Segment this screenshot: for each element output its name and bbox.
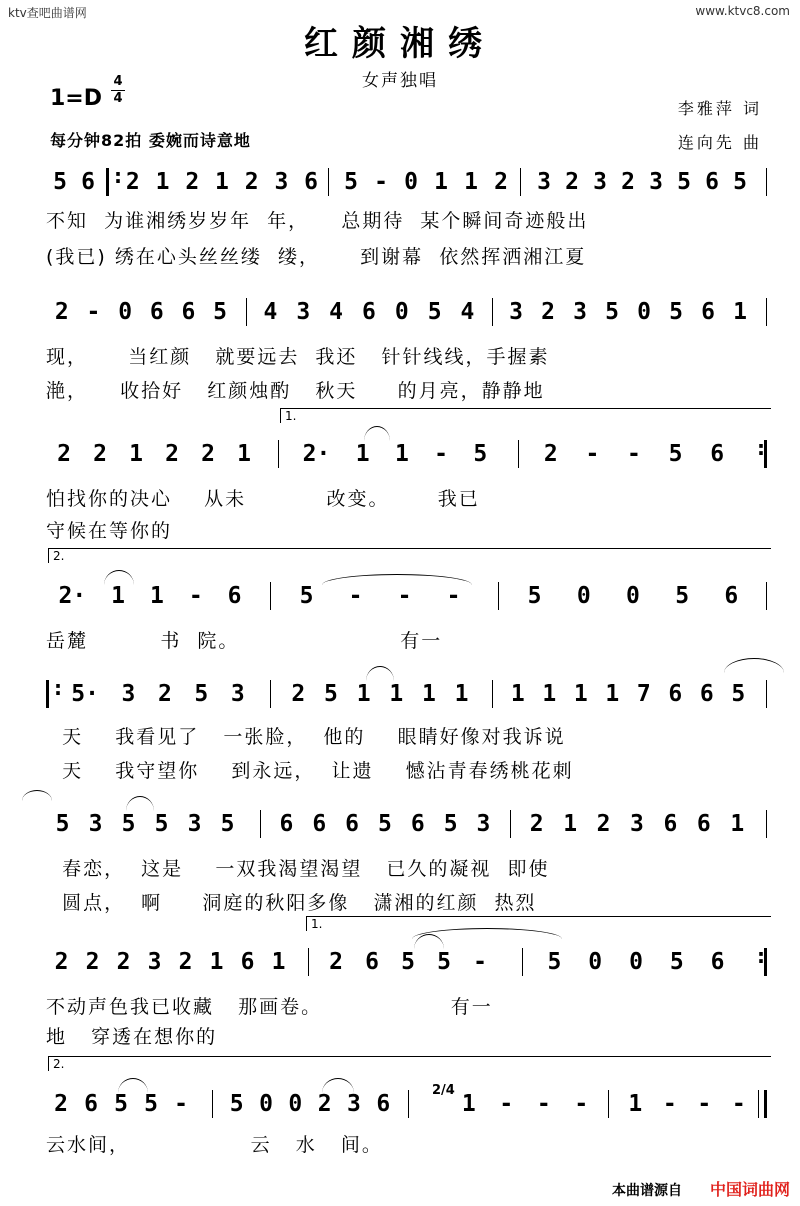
note: 1 [111, 583, 126, 609]
repeat-start-barline [106, 168, 109, 196]
note: 5 [213, 299, 228, 325]
note: 3 [630, 811, 644, 837]
note: 0 [637, 299, 651, 325]
note: 2 [178, 949, 193, 975]
note: 2 [244, 169, 259, 195]
note: 6 [181, 299, 196, 325]
note: 6 [345, 811, 360, 837]
note: 1 [149, 583, 164, 609]
lyric-line: 现， 当红颜 就要远去 我还 针针线线，手握素 [46, 346, 550, 368]
score-row-5 [46, 678, 770, 710]
note: 1 [461, 1091, 476, 1117]
note: 2 [543, 441, 558, 467]
note: 2 [317, 1091, 332, 1117]
note: 6 [304, 169, 318, 195]
note: 6 [84, 1091, 98, 1117]
note: 5 [473, 441, 488, 467]
repeat-start-barline [46, 680, 49, 708]
note: 5 [344, 169, 358, 195]
note: 5 [55, 811, 70, 837]
note: 5 [154, 811, 169, 837]
note: 5 [144, 1091, 158, 1117]
note: 6 [365, 949, 379, 975]
tie-slur [724, 658, 784, 673]
note: 1 [356, 681, 371, 707]
note: 1 [155, 169, 170, 195]
final-barline [764, 1090, 767, 1118]
score-row-1 [46, 166, 770, 198]
lyric-line: 圆点， 啊 洞庭的秋阳多像 潇湘的红颜 热烈 [46, 892, 537, 914]
measure [510, 580, 756, 612]
note: 3 [230, 681, 245, 707]
time-signature-top: 4 [113, 74, 123, 89]
note: 6 [696, 811, 711, 837]
sustain-dash: - [174, 1091, 188, 1117]
barline [498, 582, 499, 610]
sustain-dash: - [397, 583, 412, 609]
measure [290, 438, 500, 470]
note: 3 [573, 299, 587, 325]
note: 0 [629, 949, 643, 975]
note: 4 [263, 299, 278, 325]
time-signature [110, 74, 126, 107]
sustain-dash: - [374, 169, 388, 195]
note: 5 [299, 583, 314, 609]
lyric-line: 春恋， 这是 一双我渴望渴望 已久的凝视 即使 [46, 858, 550, 880]
note: 3 [121, 681, 136, 707]
note: 5 [731, 681, 746, 707]
note: 3 [649, 169, 663, 195]
note: 6 [710, 949, 725, 975]
measure [530, 166, 754, 198]
note: 0 [588, 949, 603, 975]
score-row-7 [46, 946, 770, 978]
time-change-marker: 2/4 [432, 1083, 455, 1098]
barline [518, 440, 519, 468]
barline [766, 298, 767, 326]
watermark-right: www.ktvc8.com [695, 4, 790, 18]
measure [502, 678, 754, 710]
note: 2 [565, 169, 579, 195]
note: 0 [118, 299, 133, 325]
barline [758, 1090, 759, 1118]
note: 3 [296, 299, 311, 325]
note: 2 [494, 169, 508, 195]
note: 6 [710, 441, 725, 467]
note: 6 [699, 681, 714, 707]
note: 2 [125, 169, 140, 195]
note: 6 [376, 1091, 391, 1117]
note: 2 [621, 169, 635, 195]
note: 5 [229, 1091, 244, 1117]
lyricist: 李雅萍 词 [677, 99, 762, 118]
note: 6 [701, 299, 715, 325]
note: 2· [302, 441, 331, 467]
note: 3 [509, 299, 523, 325]
note: 1 [355, 441, 370, 467]
score-row-4 [46, 580, 770, 612]
barline [408, 1090, 409, 1118]
note: 7 [636, 681, 651, 707]
lyric-line: 天 我看见了 一张脸， 他的 眼睛好像对我诉说 [46, 726, 566, 748]
lyric-line: 云水间， 云 水 间。 [46, 1134, 383, 1156]
sustain-dash: - [627, 441, 641, 467]
measure [46, 166, 102, 198]
note: 1 [389, 681, 404, 707]
lyric-line: 怕找你的决心 从未 改变。 我已 [46, 488, 480, 510]
note: 5 [527, 583, 542, 609]
score-row-2 [46, 296, 770, 328]
note: 5 [669, 299, 683, 325]
note: 6 [149, 299, 164, 325]
volta-bracket: 1. [306, 916, 771, 931]
note: 5 [114, 1091, 128, 1117]
note: 1 [510, 681, 525, 707]
note: 1 [464, 169, 478, 195]
measure [222, 1088, 398, 1120]
note: 3 [537, 169, 551, 195]
note: 3 [476, 811, 491, 837]
source-link[interactable]: 中国词曲网 [709, 1180, 790, 1199]
sustain-dash: - [662, 1091, 677, 1117]
barline [492, 298, 493, 326]
note: 2 [54, 949, 69, 975]
note: 5 [675, 583, 690, 609]
barline [246, 298, 247, 326]
measure [270, 808, 500, 840]
lyric-line: 天 我守望你 到永远， 让遗 憾沾青春绣桃花刺 [46, 760, 574, 782]
note: 1 [209, 949, 224, 975]
measure [282, 580, 478, 612]
measure [46, 1088, 196, 1120]
note: 1 [237, 441, 251, 467]
note: 2 [116, 949, 131, 975]
barline [520, 168, 521, 196]
note: 6 [705, 169, 719, 195]
note: 0 [404, 169, 418, 195]
note: 2 [185, 169, 200, 195]
note: 1 [129, 441, 143, 467]
note: 6 [227, 583, 242, 609]
note: 1 [733, 299, 747, 325]
score-row-3 [46, 438, 770, 470]
note: 2 [157, 681, 172, 707]
note: 3 [347, 1091, 361, 1117]
note: 1 [394, 441, 409, 467]
note: 3 [593, 169, 607, 195]
barline [270, 680, 271, 708]
barline [270, 582, 271, 610]
sustain-dash: - [536, 1091, 551, 1117]
note: 2 [54, 1091, 68, 1117]
note: 2 [57, 441, 71, 467]
measure [254, 296, 484, 328]
note: 1 [422, 681, 436, 707]
barline [766, 168, 767, 196]
volta-bracket: 1. [280, 408, 771, 423]
score-row-6 [46, 808, 770, 840]
note: 5 [220, 811, 235, 837]
note: 5 [121, 811, 136, 837]
score-row-8 [46, 1083, 770, 1120]
measure [618, 1088, 756, 1120]
measure [118, 166, 326, 198]
note: 6 [668, 681, 683, 707]
note: 6 [410, 811, 425, 837]
lyric-line: 地 穿透在想你的 [46, 1026, 218, 1048]
note: 5· [71, 681, 99, 707]
note: 2 [596, 811, 611, 837]
note: 2 [529, 811, 544, 837]
note: 1 [215, 169, 229, 195]
note: 4 [329, 299, 344, 325]
measure [318, 946, 498, 978]
note: 4 [460, 299, 475, 325]
note: 5 [401, 949, 415, 975]
note: 5 [733, 169, 747, 195]
barline [328, 168, 329, 196]
measure [46, 808, 244, 840]
tempo-marking: 每分钟82拍 委婉而诗意地 [50, 131, 251, 150]
note: 2 [541, 299, 555, 325]
measure [46, 438, 262, 470]
barline [522, 948, 523, 976]
note: 1 [454, 681, 469, 707]
volta-bracket: 2. [48, 548, 771, 563]
sustain-dash: - [446, 583, 461, 609]
note: 2· [58, 583, 87, 609]
note: 5 [668, 441, 683, 467]
note: 2 [201, 441, 215, 467]
barline [766, 680, 767, 708]
note: 3 [147, 949, 162, 975]
sustain-dash: - [473, 949, 487, 975]
note: 5 [437, 949, 451, 975]
note: 5 [194, 681, 209, 707]
note: 6 [279, 811, 294, 837]
note: 2 [291, 681, 306, 707]
sustain-dash: - [731, 1091, 746, 1117]
song-subtitle: 女声独唱 [362, 71, 438, 91]
barline [260, 810, 261, 838]
note: 5 [443, 811, 458, 837]
note: 2 [54, 299, 69, 325]
measure [336, 166, 516, 198]
measure [46, 580, 254, 612]
note: 3 [274, 169, 289, 195]
note: 5 [378, 811, 392, 837]
lyric-line: 滟， 收拾好 红颜烛酌 秋天 的月亮，静静地 [46, 380, 545, 402]
note: 5 [547, 949, 562, 975]
note: 1 [573, 681, 588, 707]
note: 6 [362, 299, 376, 325]
sustain-dash: - [434, 441, 449, 467]
barline [510, 810, 511, 838]
note: 1 [563, 811, 578, 837]
barline [766, 582, 767, 610]
time-signature-bottom: 4 [113, 91, 123, 106]
lyric-line: (我已) 绣在心头丝丝缕 缕， 到谢幕 依然挥洒湘江夏 [46, 246, 587, 268]
note: 2 [93, 441, 107, 467]
measure [60, 678, 256, 710]
note: 1 [605, 681, 620, 707]
measure [282, 678, 478, 710]
key-signature: 1=D [50, 86, 103, 111]
measure [500, 296, 756, 328]
note: 2 [85, 949, 100, 975]
note: 5 [324, 681, 338, 707]
watermark-left: ktv查吧曲谱网 [8, 6, 87, 20]
sustain-dash: - [499, 1091, 514, 1117]
lyric-line: 不动声色我已收藏 那画卷。 有一 [46, 996, 493, 1018]
note: 0 [288, 1091, 303, 1117]
lyric-line: 不知 为谁湘绣岁岁年 年， 总期待 某个瞬间奇迹般出 [46, 210, 589, 232]
note: 2 [165, 441, 179, 467]
sustain-dash: - [188, 583, 203, 609]
song-title: 红颜湘绣 [304, 24, 496, 64]
lyric-line: 守候在等你的 [46, 520, 173, 542]
note: 1 [628, 1091, 643, 1117]
barline [308, 948, 309, 976]
sustain-dash: - [574, 1091, 589, 1117]
barline [608, 1090, 609, 1118]
note: 6 [312, 811, 327, 837]
repeat-end-barline [764, 440, 767, 468]
repeat-end-barline [764, 948, 767, 976]
note: 0 [259, 1091, 273, 1117]
volta-bracket: 2. [48, 1056, 771, 1071]
note: 6 [240, 949, 255, 975]
note: 0 [626, 583, 640, 609]
barline [212, 1090, 213, 1118]
note: 1 [730, 811, 745, 837]
note: 5 [53, 169, 67, 195]
note: 5 [669, 949, 684, 975]
note: 0 [394, 299, 409, 325]
note: 3 [88, 811, 103, 837]
note: 2 [329, 949, 343, 975]
sustain-dash: - [86, 299, 101, 325]
barline [278, 440, 279, 468]
source-label: 本曲谱源自 [612, 1183, 682, 1199]
lyric-line: 岳麓 书 院。 有一 [46, 630, 443, 652]
note: 5 [427, 299, 442, 325]
note: 1 [271, 949, 286, 975]
note: 6 [81, 169, 95, 195]
barline [492, 680, 493, 708]
note: 5 [677, 169, 691, 195]
note: 1 [434, 169, 448, 195]
note: 6 [724, 583, 739, 609]
note: 0 [576, 583, 591, 609]
measure [534, 946, 738, 978]
barline [766, 810, 767, 838]
measure [530, 438, 738, 470]
sustain-dash: - [697, 1091, 712, 1117]
measure [46, 946, 294, 978]
note: 1 [542, 681, 557, 707]
sustain-dash: - [585, 441, 600, 467]
composer: 连向先 曲 [677, 133, 762, 152]
note: 5 [605, 299, 619, 325]
measure [520, 808, 754, 840]
note: 6 [663, 811, 678, 837]
measure [450, 1088, 600, 1120]
tie-slur [22, 790, 52, 801]
note: 3 [187, 811, 202, 837]
measure [46, 296, 236, 328]
sustain-dash: - [348, 583, 363, 609]
